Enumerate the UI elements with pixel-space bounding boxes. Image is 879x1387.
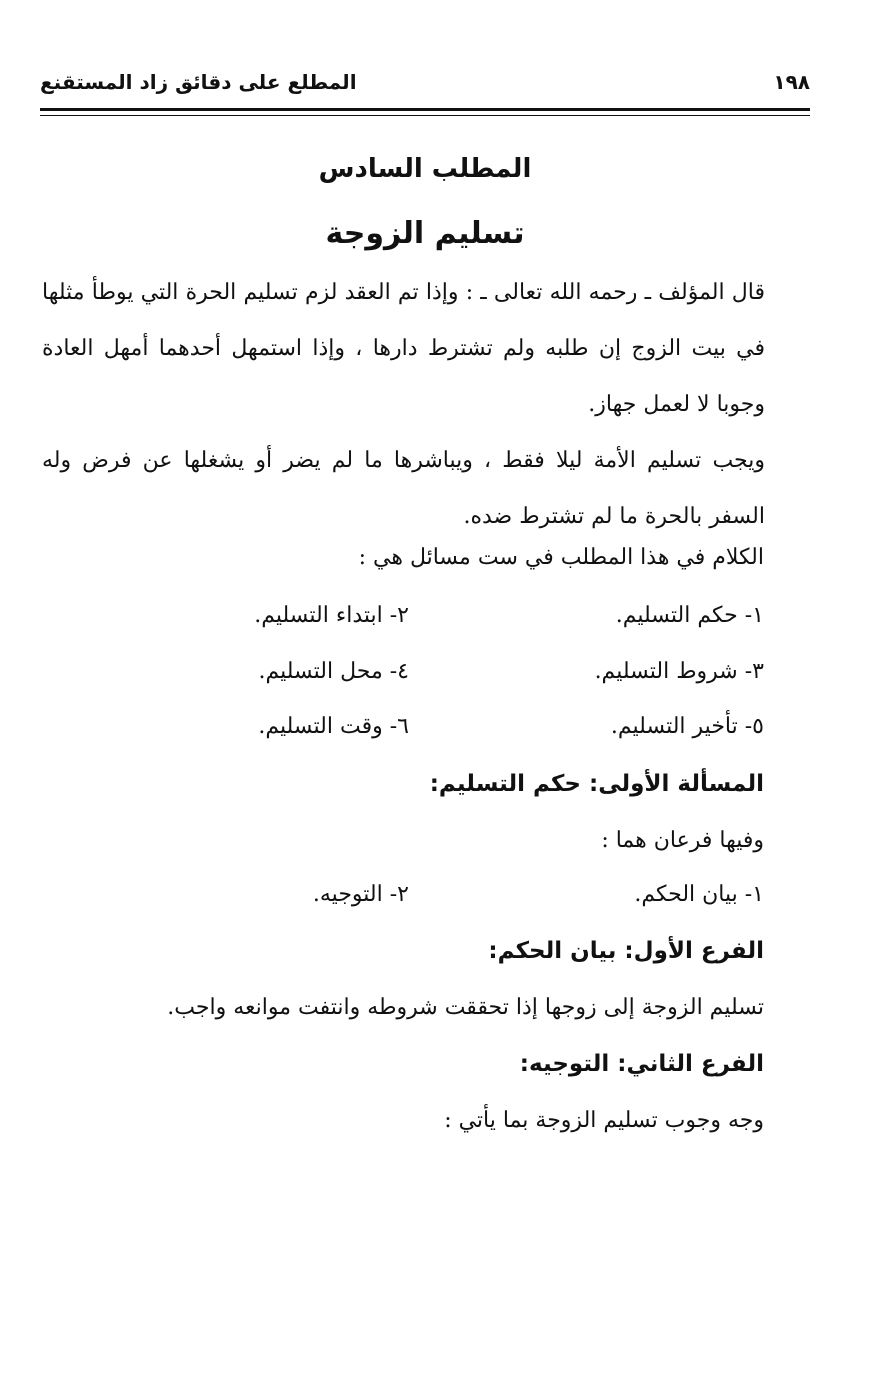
issue-item: ٣- شروط التسليم. xyxy=(594,659,764,684)
branch2-heading: الفرع الثاني: التوجيه: xyxy=(519,1051,764,1077)
issue1-heading: المسألة الأولى: حكم التسليم: xyxy=(429,771,764,797)
branch-item: ١- بيان الحكم. xyxy=(634,882,764,907)
header-rule-thick xyxy=(40,108,810,111)
issue-item: ٤- محل التسليم. xyxy=(258,659,409,684)
issue-item: ١- حكم التسليم. xyxy=(615,603,764,628)
branch1-heading: الفرع الأول: بيان الحكم: xyxy=(488,938,764,964)
issue-item: ٢- ابتداء التسليم. xyxy=(254,603,409,628)
branch2-text: وجه وجوب تسليم الزوجة بما يأتي : xyxy=(444,1108,764,1133)
issues-intro: الكلام في هذا المطلب في ست مسائل هي : xyxy=(358,545,764,570)
page-number: ١٩٨ xyxy=(773,70,810,94)
branch-item: ٢- التوجيه. xyxy=(312,882,409,907)
running-header xyxy=(40,70,810,100)
branch1-text: تسليم الزوجة إلى زوجها إذا تحققت شروطه وانتفت موانعه واجب. xyxy=(167,995,764,1020)
section-heading: المطلب السادس xyxy=(318,154,532,184)
book-title: المطلع على دقائق زاد المستقنع xyxy=(40,70,357,94)
issue1-intro: وفيها فرعان هما : xyxy=(601,828,764,853)
quote-paragraph-1: قال المؤلف ـ رحمه الله تعالى ـ : وإذا تم العقد لزم تسليم الحرة التي يوطأ مثلها في بيت الزوج إن طلبه ولم تشترط دارها ، وإذا استمهل أحدهما أمهل العادة وجوبا لا لعمل جهاز. xyxy=(42,280,765,417)
header-rule-thin xyxy=(40,115,810,116)
quote-paragraph-2: ويجب تسليم الأمة ليلا فقط ، ويباشرها ما لم يضر أو يشغلها عن فرض وله السفر بالحرة ما لم تشترط ضده. xyxy=(42,448,765,529)
issue-item: ٥- تأخير التسليم. xyxy=(610,714,764,739)
issue-item: ٦- وقت التسليم. xyxy=(258,714,409,739)
section-title: تسليم الزوجة xyxy=(325,216,525,251)
